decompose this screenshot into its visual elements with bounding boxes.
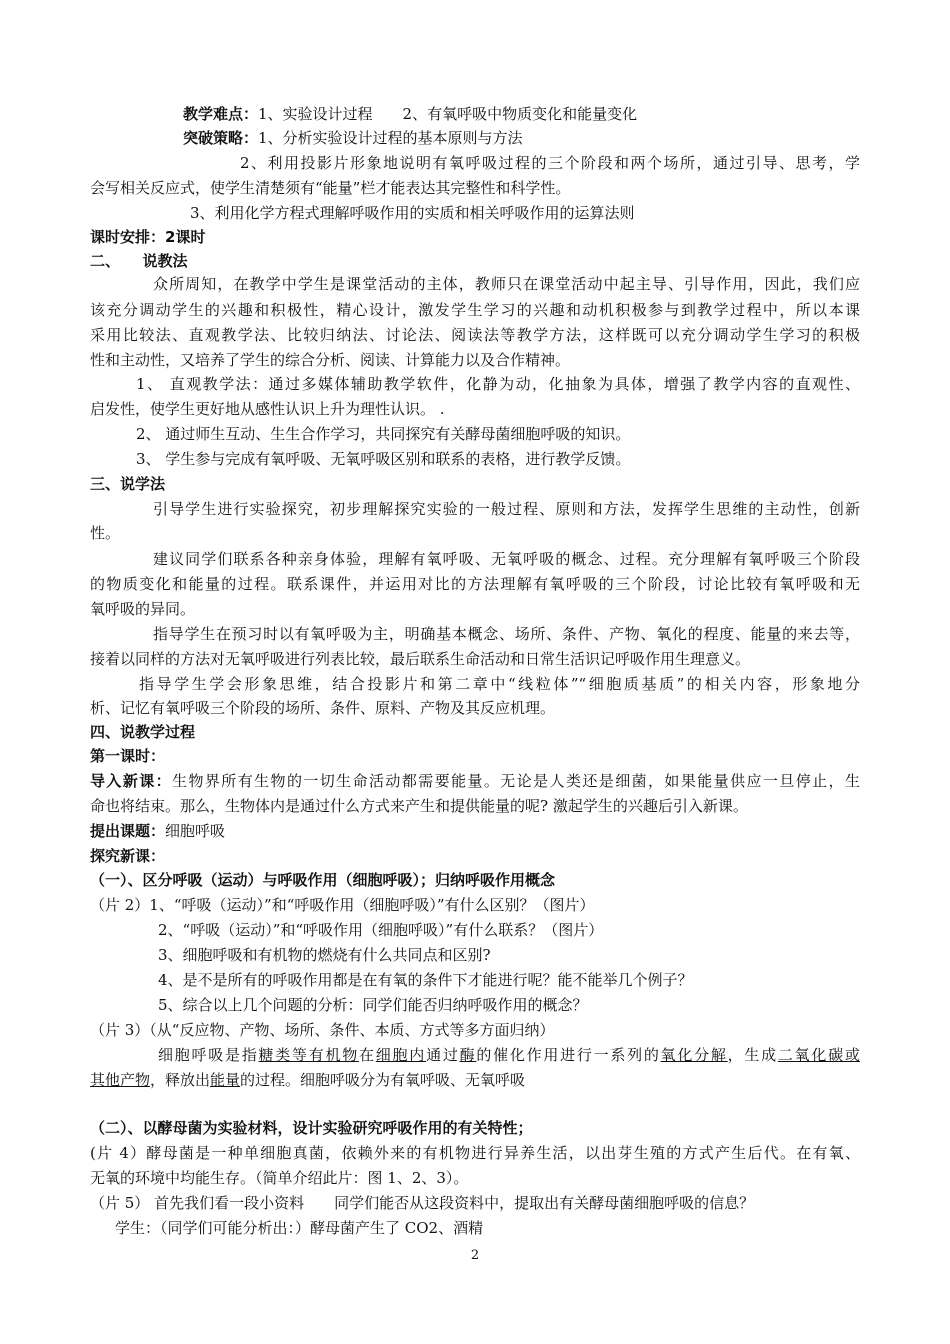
paragraph-line: 众所周知，在教学中学生是课堂活动的主体，教师只在课堂活动中起主导、引导作用，因此，我们应 [153, 275, 860, 293]
intro-line-2: 命也将结束。那么，生物体内是通过什么方式来产生和提供能量的呢? 激起学生的兴趣后引入新课。 [90, 797, 748, 815]
definition-term: 氧化分解 [660, 1046, 728, 1064]
paragraph-line: 该充分调动学生的兴趣和积极性，精心设计，激发学生学习的兴趣和动机积极参与到教学过程中，所以本课 [90, 301, 860, 319]
definition-term: 二氧化碳或 [777, 1046, 860, 1064]
lesson-one-label: 第一课时： [90, 747, 166, 765]
definition-line-1 [158, 1045, 860, 1065]
difficulty-line [183, 104, 637, 124]
definition-term: 酶 [459, 1046, 477, 1064]
definition-term: 细胞内 [375, 1046, 427, 1064]
definition-text: ，释放出 [150, 1071, 211, 1089]
paragraph-line: 氧呼吸的异同。 [90, 600, 196, 618]
definition-term: 能量 [210, 1071, 241, 1089]
paragraph-line: 学生：（同学们可能分析出：）酵母菌产生了 CO2、酒精 [115, 1219, 484, 1237]
definition-line-2 [90, 1070, 525, 1090]
paragraph-line: 启发性，使学生更好地从感性认识上升为理性认识。 . [90, 400, 445, 418]
paragraph-line: 性和主动性，又培养了学生的综合分析、阅读、计算能力以及合作精神。 [90, 351, 571, 369]
strategy-line-1 [183, 128, 523, 148]
topic-text: 细胞呼吸 [165, 822, 226, 840]
paragraph-line: 指导学生学会形象思维，结合投影片和第二章中“线粒体”“细胞质基质”的相关内容，形象地分 [139, 675, 860, 693]
question-line: 5、综合以上几个问题的分析：同学们能否归纳呼吸作用的概念？ [158, 996, 588, 1014]
definition-text: 细胞呼吸是指 [158, 1046, 259, 1064]
paragraph-line: 的物质变化和能量的过程。联系课件，并运用对比的方法理解有氧呼吸的三个阶段，讨论比较有氧呼吸和无 [90, 575, 860, 593]
strategy-label: 突破策略： [183, 129, 259, 147]
paragraph-line: (片 4）酵母菌是一种单细胞真菌，依赖外来的有机物进行异养生活，以出芽生殖的方式产生后代。在有氧、 [90, 1144, 860, 1162]
part1-heading: （一）、区分呼吸（运动）与呼吸作用（细胞呼吸）；归纳呼吸作用概念 [90, 871, 556, 889]
section-heading-teaching-method: 二、 说教法 [90, 252, 188, 270]
question-line: 2、“呼吸（运动）”和“呼吸作用（细胞呼吸）”有什么联系？（图片） [158, 921, 604, 939]
definition-term: 糖类等有机物 [258, 1046, 360, 1064]
definition-text: 通过 [426, 1046, 460, 1064]
section-heading-learning-method: 三、说学法 [90, 475, 166, 493]
page-number: 2 [470, 1248, 480, 1263]
definition-term: 其他产物 [90, 1071, 151, 1089]
definition-text: 的催化作用进行一系列的 [476, 1046, 661, 1064]
difficulty-label: 教学难点： [183, 105, 259, 123]
topic-line [90, 821, 225, 841]
schedule: 课时安排：2课时 [90, 228, 206, 246]
strategy-item-1: 1、分析实验设计过程的基本原则与方法 [258, 129, 523, 147]
paragraph-line: 析、记忆有氧呼吸三个阶段的场所、条件、原料、产物及其反应机理。 [90, 699, 556, 717]
paragraph-line: 无氧的环境中均能生存。（简单介绍此片：图 1、2、3）。 [90, 1169, 469, 1187]
definition-text: 在 [359, 1046, 376, 1064]
question-line: 3、细胞呼吸和有机物的燃烧有什么共同点和区别? [158, 946, 491, 964]
strategy-item-2: 2、利用投影片形象地说明有氧呼吸过程的三个阶段和两个场所，通过引导、思考，学 [240, 154, 860, 172]
paragraph-line: 指导学生在预习时以有氧呼吸为主，明确基本概念、场所、条件、产物、氧化的程度、能量的来去等， [153, 625, 860, 643]
intro-text: 生物界所有生物的一切生命活动都需要能量。无论是人类还是细菌，如果能量供应一旦停止，生 [172, 772, 860, 790]
part2-heading: （二）、以酵母菌为实验材料，设计实验研究呼吸作用的有关特性； [90, 1119, 533, 1137]
definition-text: ，生成 [727, 1046, 778, 1064]
slide3-line: （片 3）（从“反应物、产物、场所、条件、本质、方式等多方面归纳） [90, 1021, 555, 1039]
paragraph-line: 1、 直观教学法：通过多媒体辅助教学软件，化静为动，化抽象为具体，增强了教学内容的直观性、 [136, 375, 860, 393]
strategy-item-2-cont: 会写相关反应式，使学生清楚须有“能量”栏才能表达其完整性和科学性。 [90, 179, 571, 197]
paragraph-line: （片 5） 首先我们看一段小资料 同学们能否从这段资料中，提取出有关酵母菌细胞呼吸的信息？ [90, 1194, 755, 1212]
question-line: （片 2）1、“呼吸（运动）”和“呼吸作用（细胞呼吸）”有什么区别？（图片） [90, 896, 595, 914]
question-line: 4、是不是所有的呼吸作用都是在有氧的条件下才能进行呢？能不能举几个例子？ [158, 971, 693, 989]
definition-text: 的过程。细胞呼吸分为有氧呼吸、无氧呼吸 [240, 1071, 526, 1089]
paragraph-line: 引导学生进行实验探究，初步理解探究实验的一般过程、原则和方法，发挥学生思维的主动性，创新 [153, 500, 860, 518]
topic-label: 提出课题： [90, 822, 166, 840]
paragraph-line: 性。 [90, 524, 121, 542]
paragraph-line: 2、 通过师生互动、生生合作学习，共同探究有关酵母菌细胞呼吸的知识。 [136, 425, 631, 443]
difficulty-text: 1、实验设计过程 2、有氧呼吸中物质变化和能量变化 [258, 105, 638, 123]
intro-label: 导入新课： [90, 772, 173, 790]
intro-line-1 [90, 771, 860, 791]
paragraph-line: 3、 学生参与完成有氧呼吸、无氧呼吸区别和联系的表格，进行教学反馈。 [136, 450, 631, 468]
explore-label: 探究新课： [90, 847, 166, 865]
paragraph-line: 采用比较法、直观教学法、比较归纳法、讨论法、阅读法等教学方法，这样既可以充分调动学生学习的积极 [90, 326, 860, 344]
section-heading-teaching-process: 四、说教学过程 [90, 723, 196, 741]
strategy-item-3: 3、利用化学方程式理解呼吸作用的实质和相关呼吸作用的运算法则 [190, 204, 635, 222]
paragraph-line: 接着以同样的方法对无氧呼吸进行列表比较，最后联系生命活动和日常生活识记呼吸作用生理意义。 [90, 650, 751, 668]
paragraph-line: 建议同学们联系各种亲身体验，理解有氧呼吸、无氧呼吸的概念、过程。充分理解有氧呼吸三个阶段 [153, 550, 860, 568]
